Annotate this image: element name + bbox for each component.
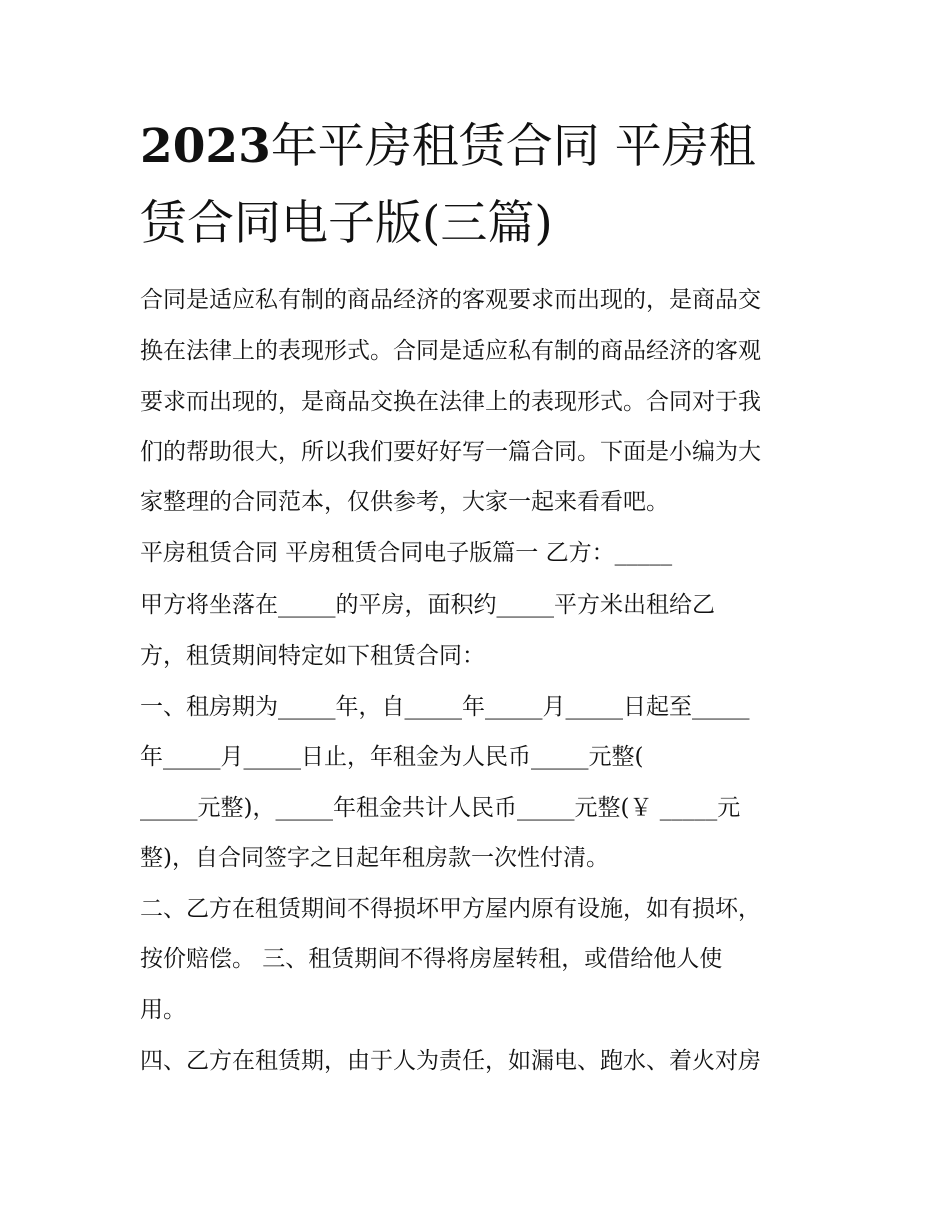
title-text: 年平房租赁合同 平房租 — [270, 119, 756, 174]
document-title-line-1 — [140, 117, 756, 177]
clause-line: 按价赔偿。 三、租赁期间不得将房屋转租，或借给他人使 — [140, 946, 723, 972]
clause-line: 二、乙方在租赁期间不得损坏甲方屋内原有设施，如有损坏， — [140, 896, 761, 922]
clause-line: 用。 — [140, 997, 186, 1023]
paragraph-line: 甲方将坐落在_____的平房，面积约_____平方米出租给乙 — [140, 592, 715, 618]
section-heading-line: 平房租赁合同 平房租赁合同电子版篇一 乙方：_____ — [140, 540, 673, 566]
paragraph-line: 合同是适应私有制的商品经济的客观要求而出现的，是商品交 — [140, 287, 761, 313]
title-year: 2023 — [140, 119, 271, 174]
paragraph-line: 换在法律上的表现形式。合同是适应私有制的商品经济的客观 — [140, 338, 761, 364]
document-title-line-2 — [140, 194, 553, 254]
clause-line: 四、乙方在租赁期，由于人为责任，如漏电、跑水、着火对房 — [140, 1048, 761, 1074]
paragraph-line: 要求而出现的，是商品交换在法律上的表现形式。合同对于我 — [140, 389, 761, 415]
paragraph-line: 方，租赁期间特定如下租赁合同： — [140, 643, 485, 669]
clause-line: _____元整)，_____年租金共计人民币_____元整(￥ _____元 — [140, 795, 741, 821]
clause-line: 一、租房期为_____年，自_____年_____月_____日起至_____ — [140, 694, 750, 720]
clause-line: 年_____月_____日止，年租金为人民币_____元整( — [140, 744, 644, 770]
paragraph-line: 们的帮助很大，所以我们要好好写一篇合同。下面是小编为大 — [140, 439, 761, 465]
clause-line: 整)，自合同签字之日起年租房款一次性付清。 — [140, 845, 609, 871]
title-text: 赁合同电子版(三篇) — [140, 196, 553, 251]
paragraph-line: 家整理的合同范本，仅供参考，大家一起来看看吧。 — [140, 489, 669, 515]
